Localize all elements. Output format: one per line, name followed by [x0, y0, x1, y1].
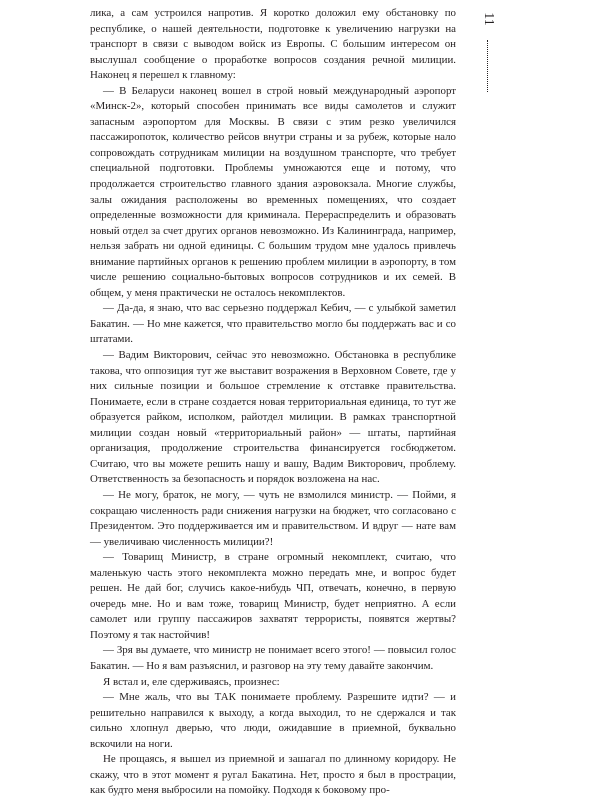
paragraph: — В Беларуси наконец вошел в строй новый международный аэропорт «Минск-2», который способен принимать все виды самолетов и служит запасным аэропортом для Москвы. В связи с этим резко увеличился пассажиропоток, количество рейсов внутри страны и за рубеж, которые нало сопровождать сотрудникам милиции на воздушном транспорте, что требует специальной подготовки. Проблемы умножаются еще и потому, что продолжается строительство главного здания аэровокзала. Многие службы, залы ожидания расположены во временных помещениях, что создает определенные возможности для криминала. Перераспределить и образовать новый отдел за счет других органов невозможно. Из Калининграда, например, нельзя забрать ни одной единицы. С большим трудом мне удалось привлечь внимание партийных органов к решению проблем милиции в аэропорту, в том числе решению социально-бытовых вопросов сотрудников и их семей. В общем, у меня практически не осталось некомплектов.	[90, 84, 456, 299]
paragraph: — Вадим Викторович, сейчас это невозможно. Обстановка в республике такова, что оппозиция тут же выставит возражения в Верховном Совете, где у них сильные позиции и большое стремление к отставке правительства. Понимаете, если в стране создается новая территориальная единица, то тут же образуется райком, исполком, райотдел милиции. В рамках транспортной милиции создан новый «территориальный район» — штаты, партийная организация, продолжение строительства финансируется госбюджетом. Считаю, что вы можете решить нашу и вашу, Вадим Викторович, проблему. Ответственность за безопасность и порядок возложена на нас.	[90, 349, 456, 486]
paragraph: — Зря вы думаете, что министр не понимает всего этого! — повысил голос Бакатин. — Но я вам разъяснил, и разговор на эту тему давайте закончим.	[90, 644, 456, 672]
page-body-text	[90, 6, 456, 799]
dotted-rule	[487, 40, 488, 92]
paragraph: Не прощаясь, я вышел из приемной и зашагал по длинному коридору. Не скажу, что в этот момент я ругал Бакатина. Нет, просто я был в прострации, как будто меня выбросили на помойку. Подходя к боковому про-	[90, 753, 456, 797]
paragraph: — Товарищ Министр, в стране огромный некомплект, считаю, что маленькую часть этого некомплекта можно передать мне, и вопрос будет решен. Не дай бог, случись какое-нибудь ЧП, отвечать, конечно, в первую очередь мне. Но и вам тоже, товарищ Министр, будет неприятно. А если самолет или группу пассажиров захватят террористы, появятся жертвы? Поэтому я так настойчив!	[90, 551, 456, 641]
running-head	[478, 6, 498, 26]
paragraph: Я встал и, еле сдерживаясь, произнес:	[103, 675, 280, 688]
page-number: 11	[481, 12, 496, 26]
paragraph: — Не могу, браток, не могу, — чуть не взмолился министр. — Пойми, я сокращаю численность ради снижения нагрузки на бюджет, что согласовано с Президентом. Это поддерживается им и правительством. И вдруг — нате вам — увеличиваю численность милиции?!	[90, 488, 456, 548]
paragraph: лика, а сам устроился напротив. Я коротко доложил ему обстановку по республике, о нашей деятельности, подготовке к увеличению нагрузки на транспорт в связи с выводом войск из Европы. С большим интересом он выслушал сообщение о проработке вопросов создания речной милиции. Наконец я перешел к главному:	[90, 7, 456, 82]
paragraph: — Мне жаль, что вы ТАК понимаете проблему. Разрешите идти? — и решительно направился к выходу, а когда выходил, то не сдержался и так сильно хлопнул дверью, что люди, ожидавшие в приемной, буквально вскочили на ноги.	[90, 691, 456, 750]
paragraph: — Да-да, я знаю, что вас серьезно поддержал Кебич, — с улыбкой заметил Бакатин. — Но мне кажется, что правительство могло бы поддержать вас и со штатами.	[90, 302, 456, 346]
